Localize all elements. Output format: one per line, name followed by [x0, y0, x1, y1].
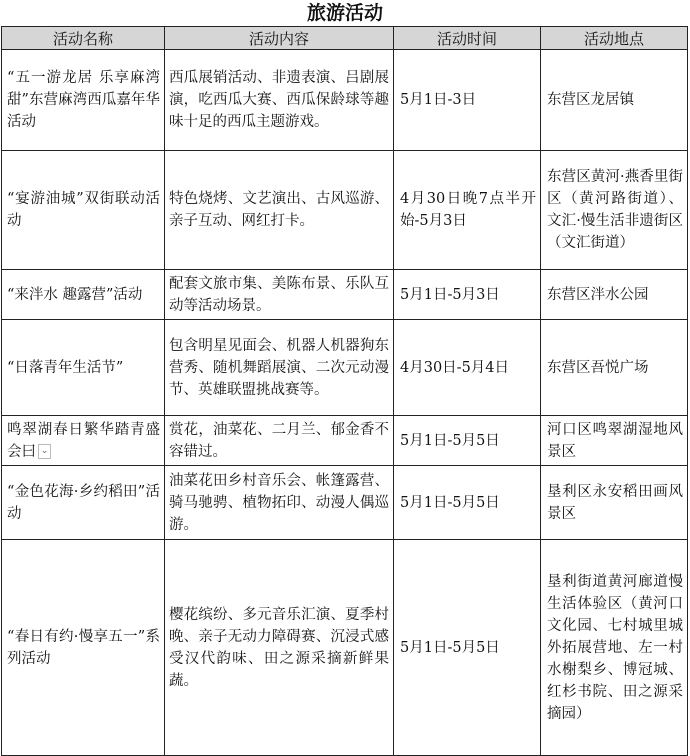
activity-name-text: 鸣翠湖春日繁华踏青盛会: [7, 421, 160, 460]
activity-place-cell: 东营区吾悦广场: [541, 320, 688, 416]
activity-time-cell: 5月1日-5月3日: [394, 270, 541, 320]
table-row: [2, 466, 688, 540]
document-title: 旅游活动: [306, 2, 383, 24]
activity-name-cell: “来泮水 趣露营”活动: [2, 270, 165, 320]
table-row: [2, 50, 688, 151]
activity-place-cell: 垦利区永安稻田画风景区: [541, 466, 688, 540]
header-activity-name: 活动名称: [2, 27, 165, 50]
activity-content-cell: 配套文旅市集、美陈布景、乐队互动等活动场景。: [165, 270, 394, 320]
table-header-row: [2, 27, 688, 50]
activity-name-cell: “宴游油城”双街联动活动: [2, 151, 165, 270]
header-activity-place: 活动地点: [541, 27, 688, 50]
header-activity-time: 活动时间: [394, 27, 541, 50]
activity-name-cell: “五一游龙居 乐享麻湾甜”东营麻湾西瓜嘉年华活动: [2, 50, 165, 151]
activity-time-cell: 5月1日-3日: [394, 50, 541, 151]
table-row: [2, 320, 688, 416]
table-row: [2, 416, 688, 466]
activity-place-cell: 河口区鸣翠湖湿地风景区: [541, 416, 688, 466]
table-row: [2, 270, 688, 320]
activities-table: [1, 26, 688, 756]
activity-name-cell: “春日有约·慢享五一”系列活动: [2, 540, 165, 756]
chevron-down-icon[interactable]: ⌄: [38, 444, 51, 459]
activity-place-cell: 垦利街道黄河廊道慢生活体验区（黄河口文化园、七村城里城外拓展营地、左一村水榭梨乡、博冠城、红杉书院、田之源采摘园）: [541, 540, 688, 756]
activity-name-cell: [2, 416, 165, 466]
activity-place-cell: 东营区黄河·燕香里街区（黄河路街道）、文汇·慢生活非遗街区（文汇街道）: [541, 151, 688, 270]
activity-name-cell: “日落青年生活节”: [2, 320, 165, 416]
activity-name-cell: “金色花海·乡约稻田”活动: [2, 466, 165, 540]
activity-time-cell: 5月1日-5月5日: [394, 416, 541, 466]
activity-content-cell: 西瓜展销活动、非遗表演、吕剧展演，吃西瓜大赛、西瓜保龄球等趣味十足的西瓜主题游戏。: [165, 50, 394, 151]
activity-time-cell: 5月1日-5月5日: [394, 466, 541, 540]
activity-place-cell: 东营区龙居镇: [541, 50, 688, 151]
table-row: [2, 540, 688, 756]
table-row: [2, 151, 688, 270]
activity-time-cell: 4月30日-5月4日: [394, 320, 541, 416]
activity-content-cell: 特色烧烤、文艺演出、古风巡游、亲子互动、网红打卡。: [165, 151, 394, 270]
activity-time-cell: 4月30日晚7点半开始-5月3日: [394, 151, 541, 270]
activity-content-cell: 赏花，油菜花、二月兰、郁金香不容错过。: [165, 416, 394, 466]
activity-content-cell: 油菜花田乡村音乐会、帐篷露营、骑马驰骋、植物拓印、动漫人偶巡游。: [165, 466, 394, 540]
activity-content-cell: 樱花缤纷、多元音乐汇演、夏季村晚、亲子无动力障碍赛、沉浸式感受汉代韵味、田之源采摘新鲜果蔬。: [165, 540, 394, 756]
header-activity-content: 活动内容: [165, 27, 394, 50]
activity-place-cell: 东营区泮水公园: [541, 270, 688, 320]
activity-name-tail: 曰: [21, 443, 36, 460]
activity-content-cell: 包含明星见面会、机器人机器狗东营秀、随机舞蹈展演、二次元动漫节、英雄联盟挑战赛等。: [165, 320, 394, 416]
activity-time-cell: 5月1日-5月5日: [394, 540, 541, 756]
